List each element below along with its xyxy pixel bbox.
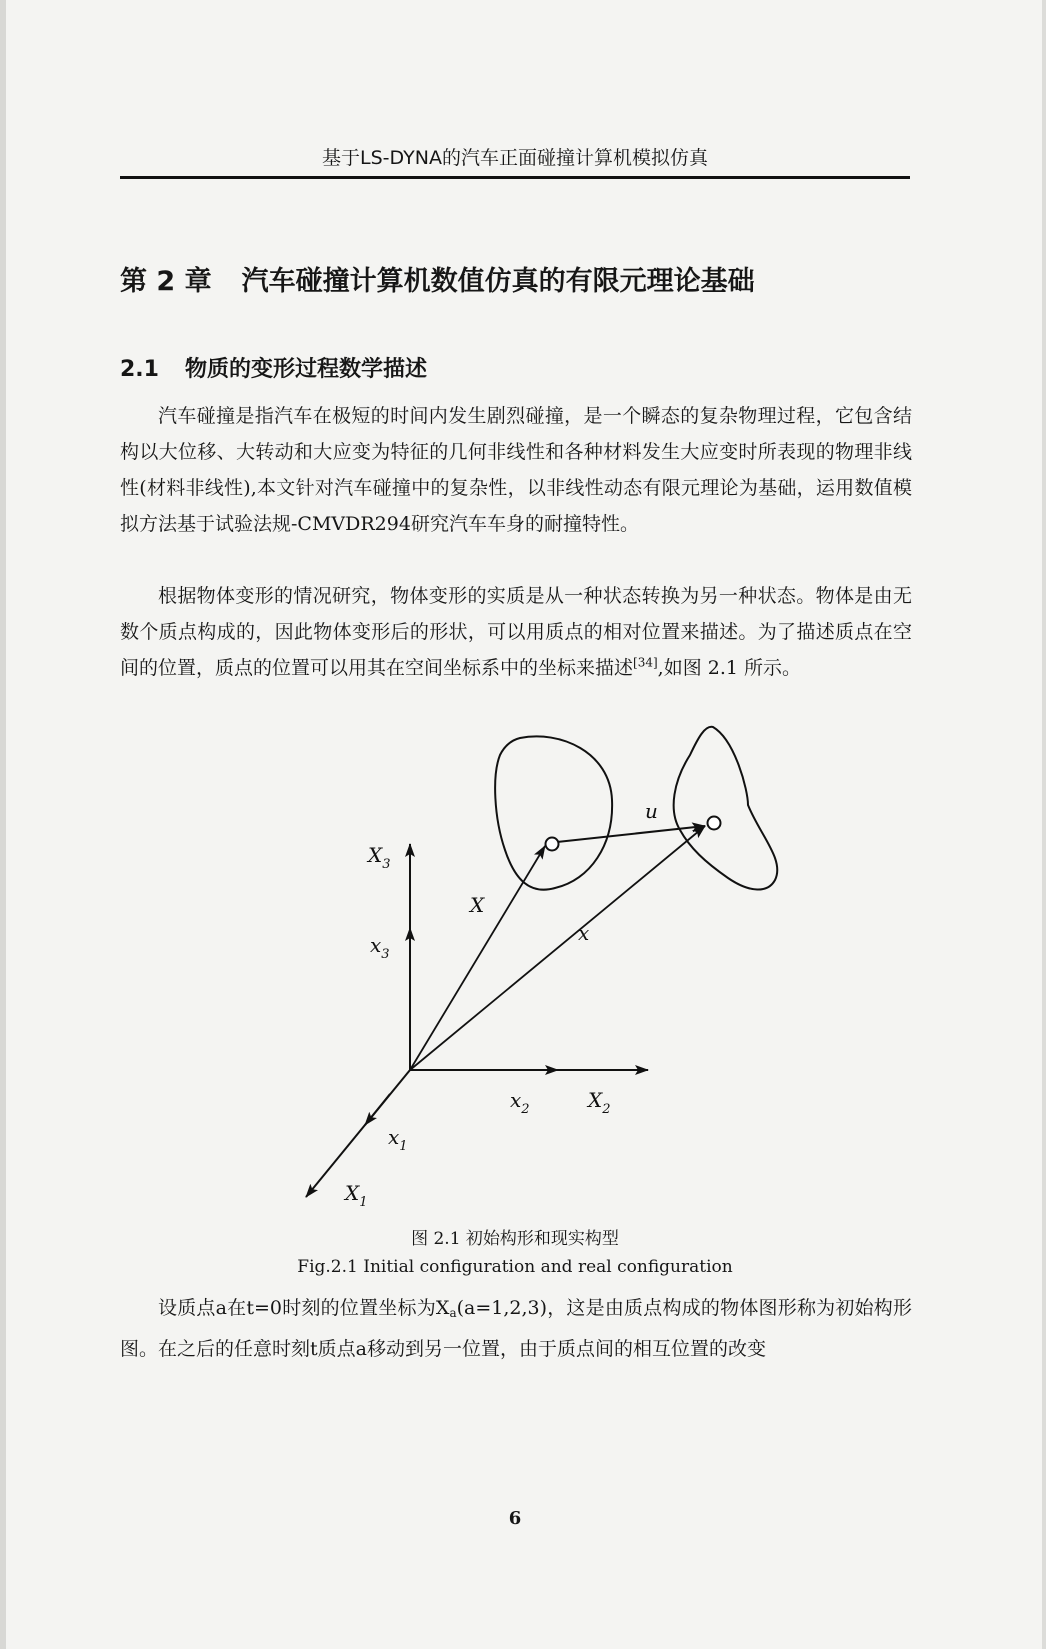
label-x2: $x_2$ — [510, 1088, 530, 1117]
initial-body-outline — [495, 736, 612, 889]
chapter-title-text: 汽车碰撞计算机数值仿真的有限元理论基础 — [241, 266, 755, 297]
section-title-text: 物质的变形过程数学描述 — [184, 357, 427, 382]
paragraph-3 — [120, 1290, 912, 1367]
initial-particle — [546, 838, 559, 851]
section-number: 2.1 — [120, 357, 159, 382]
label-X2: $X_2$ — [588, 1088, 611, 1117]
figure-caption-en: Fig.2.1 Initial configuration and real configuration — [297, 1257, 733, 1277]
page-number: 6 — [508, 1508, 522, 1529]
label-x1: $x_1$ — [388, 1125, 408, 1154]
label-X1: $X_1$ — [345, 1181, 368, 1210]
label-X3: $X_3$ — [368, 843, 391, 872]
vector-X — [410, 846, 545, 1070]
deformed-body-outline — [674, 727, 778, 890]
paragraph-2-text: 根据物体变形的情况研究，物体变形的实质是从一种状态转换为另一种状态。物体是由无数个质点构成的，因此物体变形后的形状，可以用质点的相对位置来描述。为了描述质点在空间的位置，质点的位置可以用其在空间坐标系中的坐标来描述 — [120, 585, 912, 679]
vector-x — [410, 826, 705, 1070]
label-x3: $x_3$ — [370, 933, 390, 962]
figure-caption-cn: 图 2.1 初始构形和现实构型 — [411, 1229, 619, 1249]
chapter-number: 第 2 章 — [120, 266, 212, 297]
paragraph-2-end: ,如图 2.1 所示。 — [657, 657, 801, 679]
subscript-a: a — [449, 1306, 457, 1320]
paragraph-3-text-b: (a=1,2,3)，这是由质点构成的物体图形称为初始构形图。在之后的任意时刻t质点a移动到另一位置，由于质点间的相互位置的改变 — [120, 1297, 912, 1360]
axis-x1-arrow-mid — [365, 1094, 390, 1125]
label-x: x — [578, 921, 590, 945]
current-particle — [708, 817, 721, 830]
running-header: 基于LS-DYNA的汽车正面碰撞计算机模拟仿真 — [322, 147, 708, 169]
paragraph-1: 汽车碰撞是指汽车在极短的时间内发生剧烈碰撞，是一个瞬态的复杂物理过程，它包含结构以大位移、大转动和大应变为特征的几何非线性和各种材料发生大应变时所表现的物理非线性(材料非线性),本文针对汽车碰撞中的复杂性，以非线性动态有限元理论为基础，运用数值模拟方法基于试验法规-CMVDR294研究汽车车身的耐撞特性。 — [120, 405, 912, 535]
label-X: X — [470, 893, 485, 917]
citation-ref: [34] — [633, 655, 658, 670]
label-u: u — [645, 799, 658, 823]
paragraph-3-text-a: 设质点a在t=0时刻的位置坐标为X — [158, 1297, 450, 1319]
